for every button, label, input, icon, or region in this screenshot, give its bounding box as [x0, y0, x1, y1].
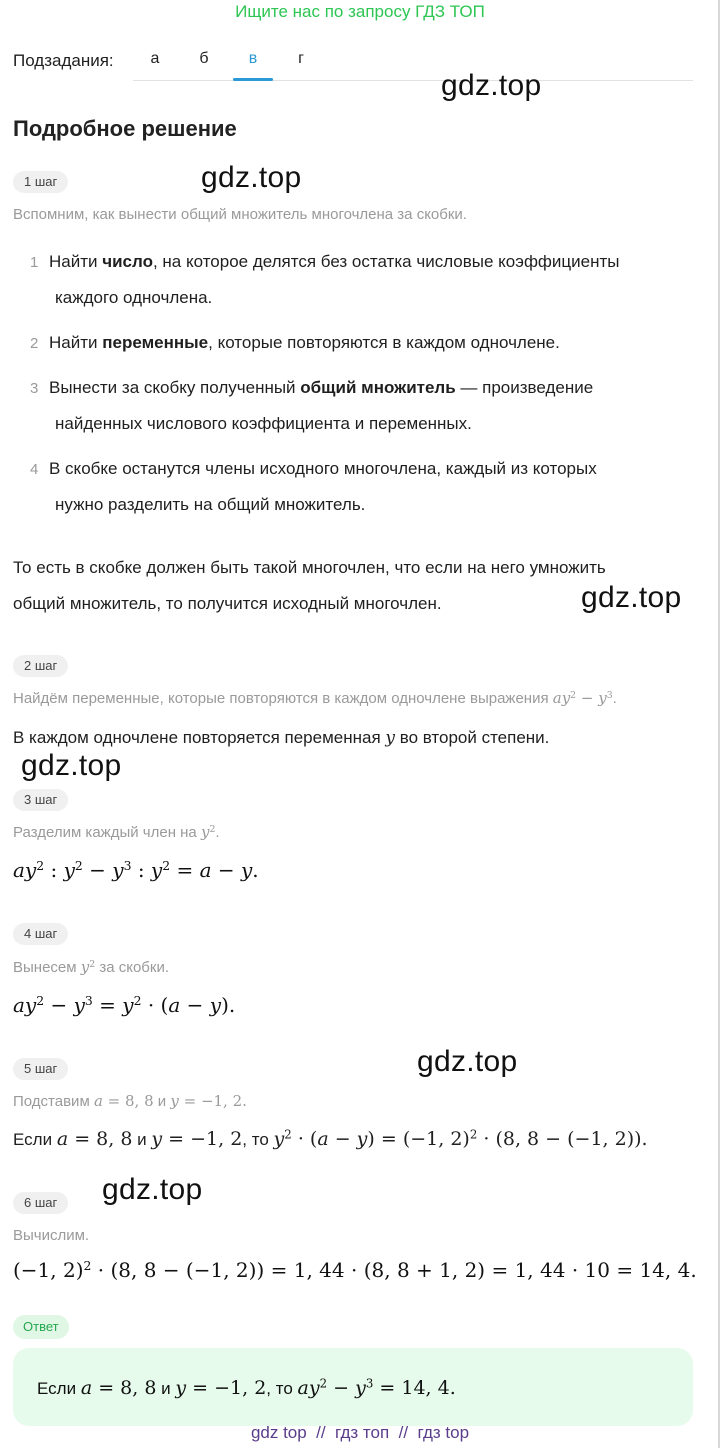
step-text: Если a = 8, 8 и y = −1, 2, то $y^2 \cdot (a - y) = (-1$, 2)$^2$ · (8, 8 − (−1, 2)).	[13, 1127, 648, 1150]
step-badge: 4 шаг	[13, 923, 68, 945]
conclusion-text: То есть в скобке должен быть такой многочлен, что если на него умножить	[13, 558, 606, 577]
active-tab-indicator	[233, 78, 273, 81]
list-number: 1	[30, 254, 39, 271]
step-note: Найдём переменные, которые повторяются в каждом одночлене выражения $ay^2 - y^3$.	[13, 689, 617, 707]
watermark: gdz.top	[581, 581, 682, 614]
list-number: 3	[30, 380, 39, 397]
step-text: В каждом одночлене повторяется переменная y во второй степени.	[13, 728, 550, 748]
list-item-continuation: нужно разделить на общий множитель.	[55, 495, 366, 514]
list-item-continuation: каждого одночлена.	[55, 288, 213, 307]
list-item: Найти переменные, которые повторяются в каждом одночлене.	[49, 333, 560, 352]
list-number: 2	[30, 335, 39, 352]
search-banner[interactable]: Ищите нас по запросу ГДЗ ТОП	[235, 2, 485, 21]
step-note: Вычислим.	[13, 1227, 90, 1244]
subtask-tabs	[133, 38, 693, 81]
watermark: gdz.top	[102, 1173, 203, 1206]
math-formula: $ay^2 - y^3 = y^2 \cdot (a - y)$.	[13, 993, 236, 1017]
list-item: Вынести за скобку полученный общий множитель — произведение	[49, 378, 594, 397]
watermark: gdz.top	[441, 69, 542, 102]
math-formula: $ay^2$ : $y^2 - y^3$ : $y^2 = a - y$.	[13, 858, 259, 882]
subtasks-label: Подзадания:	[13, 51, 114, 70]
footer-links[interactable]: gdz top // гдз топ // гдз top	[250, 1423, 470, 1442]
section-title: Подробное решение	[13, 116, 237, 141]
step-note: Разделим каждый член на $y^2$.	[13, 823, 220, 841]
answer-badge: Ответ	[13, 1315, 69, 1339]
step-note: Вспомним, как вынести общий множитель многочлена за скобки.	[13, 206, 467, 223]
step-badge: 3 шаг	[13, 789, 68, 811]
step-badge: 5 шаг	[13, 1058, 68, 1080]
list-number: 4	[30, 461, 39, 478]
math-formula: (−1, 2)$^2$ · (8, 8 − (−1, 2)) = 1, 44 · (8, 8 + 1, 2) = 1, 44 · 10 = 14, 4.	[13, 1258, 697, 1282]
step-note: Подставим a = 8, 8 и y = −1, 2.	[13, 1092, 247, 1110]
step-badge: 2 шаг	[13, 655, 68, 677]
list-item: Найти число, на которое делятся без остатка числовые коэффициенты	[49, 252, 620, 271]
list-item-continuation: найденных числового коэффициента и переменных.	[55, 414, 472, 433]
tab-a[interactable]: а	[150, 50, 160, 67]
tab-b[interactable]: б	[199, 50, 209, 67]
step-badge: 1 шаг	[13, 171, 68, 193]
answer-text: Если a = 8, 8 и y = −1, 2, то $ay^2 - y^3 = 14$, 4.	[37, 1376, 456, 1399]
list-item: В скобке останутся члены исходного многочлена, каждый из которых	[49, 459, 597, 478]
tab-g[interactable]: г	[298, 50, 304, 67]
step-badge: 6 шаг	[13, 1192, 68, 1214]
tab-v[interactable]: в	[248, 50, 258, 67]
watermark: gdz.top	[21, 749, 122, 782]
conclusion-text: общий множитель, то получится исходный многочлен.	[13, 594, 442, 613]
watermark: gdz.top	[201, 161, 302, 194]
step-note: Вынесем $y^2$ за скобки.	[13, 958, 169, 976]
watermark: gdz.top	[417, 1045, 518, 1078]
